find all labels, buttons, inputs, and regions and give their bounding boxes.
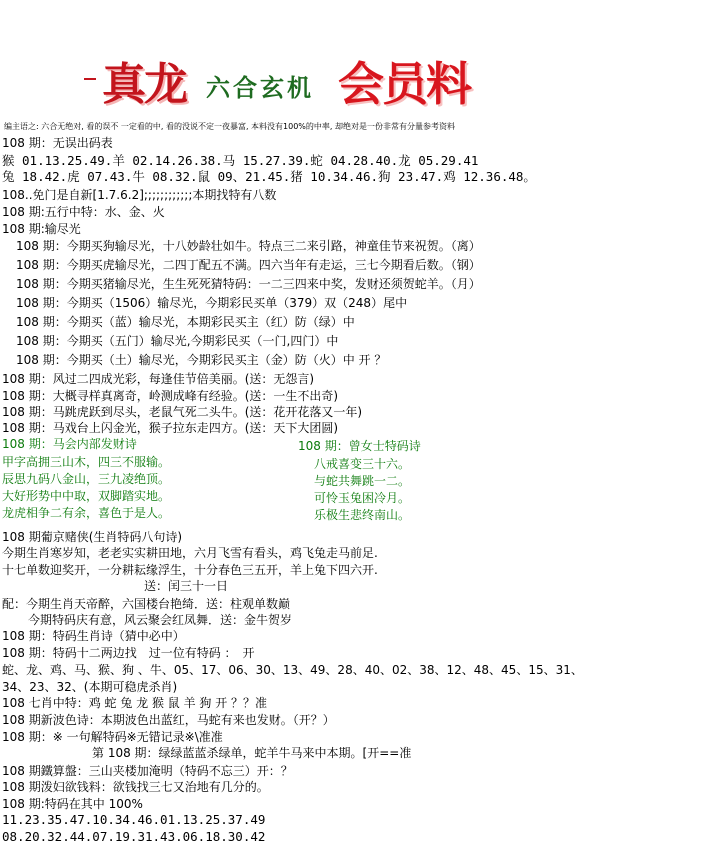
- line-casino-poem-1: 今期生肖寒岁知，老老实实耕田地，六月飞雪有看头，鸡飞兔走马前足.: [2, 546, 378, 560]
- green-poem-left-line: 甲字高拥三山木，四三不服输。: [2, 455, 171, 469]
- poem-line: 108 期：今期买狗输尽光，十八妙龄壮如牛。特点三二来引路，神童佳节来祝贺。（离）: [16, 239, 481, 253]
- line-casino-title: 108 期葡京赌侠(生肖特码八句诗): [2, 530, 183, 544]
- green-poem-right-line: 可怜玉兔困冷月。: [314, 491, 411, 505]
- line-pair-2: 今期特码庆有意，风云聚会红凤舞．送：金牛贺岁: [28, 613, 293, 627]
- line-green-blue: 第 108 期：绿绿蓝蓝杀绿单，蛇羊牛马来中本期。[开==准: [92, 746, 412, 760]
- number-row-1: 11.23.35.47.10.34.46.01.13.25.37.49: [2, 812, 266, 827]
- line-twelve-sides: 108 期：特码十二两边找 过一位有特码 ： 开: [2, 646, 255, 660]
- line-door-numbers: 108..免门是自新[1.7.6.2];;;;;;;;;;;;本期找特有八数: [2, 188, 277, 202]
- poem-line: 108 期：今期买（五门）输尽光,今期彩民买（一门,四门）中: [16, 334, 339, 348]
- banner-title-right: 会员料: [338, 57, 470, 111]
- green-poem-left-line: 大好形势中中取，双脚踏实地。: [2, 489, 171, 503]
- line-casino-send: 送：闰三十一日: [144, 579, 229, 593]
- number-row-2: 08.20.32.44.07.19.31.43.06.18.30.42: [2, 829, 266, 844]
- line-abacus: 108 期鐵算盤：三山夹楼加淹明（特码不忘三）开：？: [2, 764, 293, 778]
- line-pair-1: 配：今期生肖天帝醉，六国楼台艳绮．送：柱观单数巅: [2, 597, 291, 611]
- line-one-sentence: 108 期：※ 一句解特码※无错记录※\准准: [2, 730, 223, 744]
- green-poem-right-title: 108 期：曾女士特码诗: [298, 439, 421, 453]
- line-money: 108 期泼妇欲钱料：欲钱找三七又治地有几分的。: [2, 780, 269, 794]
- line-lose-all-title: 108 期:输尽光: [2, 222, 81, 236]
- green-poem-left-line: 辰思九码八金山，三九凌绝顶。: [2, 472, 171, 486]
- banner-dash: [84, 78, 96, 80]
- line-special-100: 108 期:特码在其中 100%: [2, 797, 143, 811]
- line-wave-color: 108 期新波色诗：本期波色出蓝红，马蛇有来也发财。（开？）: [2, 713, 335, 727]
- banner-title-main: 真龙: [102, 59, 186, 110]
- poem-line: 108 期：今期买猪输尽光，生生死死猜特码：一二三四来中奖，发财还须贺蛇羊。（月）: [16, 277, 481, 291]
- poem-line: 108 期：今期买（蓝）输尽光，本期彩民买主（红）防（绿）中: [16, 315, 355, 329]
- green-poem-right-line: 与蛇共舞跳一二。: [314, 474, 411, 488]
- poem-line: 108 期：今期买（土）输尽光，今期彩民买主（金）防（火）中 开 ？: [16, 353, 387, 367]
- send-line: 108 期：马跳虎跃到尽头，老鼠气死二头牛。(送：花开花落又一年): [2, 405, 363, 419]
- line-zodiac-number-list: 蛇、龙、鸡、马、猴、狗 、牛、05、17、06、30、13、49、28、40、02、38、12、48、45、15、31、: [2, 663, 583, 677]
- green-poem-left-title: 108 期：马会内部发财诗: [2, 437, 137, 451]
- green-poem-right-line: 八戒喜变三十六。: [314, 457, 411, 471]
- editor-note: 编主语之: 六合无绝对, 看的误不 一定看的中, 看的没说不定一夜暴富, 本料没有100%的中率, 却绝对是一份非常有分量参考资料: [4, 122, 455, 131]
- send-line: 108 期：大概寻样真离奇，岭测成峰有经验。(送：一生不出奇): [2, 389, 339, 403]
- zodiac-number-row-1: 猴 01.13.25.49.羊 02.14.26.38.马 15.27.39.蛇 04.28.40.龙 05.29.41: [2, 153, 479, 168]
- line-no-error-table: 108 期：无误出码表: [2, 136, 113, 150]
- banner-title-middle: 六合玄机: [206, 73, 314, 102]
- send-line: 108 期：风过二四成光彩，每逢佳节倍美丽。(送：无怨言): [2, 372, 315, 386]
- line-five-elements: 108 期:五行中特：水、金、火: [2, 205, 165, 219]
- zodiac-number-row-2: 兔 18.42.虎 07.43.牛 08.32.鼠 09、21.45.猪 10.34.46.狗 23.47.鸡 12.36.48。: [2, 169, 536, 184]
- green-poem-left-line: 龙虎相争二有余，喜色于是人。: [2, 506, 171, 520]
- line-casino-poem-2: 十七单数迎奖开，一分耕耘缘浮生，十分春色三五开，羊上兔下四六开.: [2, 563, 378, 577]
- poem-line: 108 期：今期买（1506）输尽光，今期彩民买单（379）双（248）尾中: [16, 296, 408, 310]
- line-zodiac-poem-title: 108 期：特码生肖诗（猜中必中）: [2, 629, 185, 643]
- line-seven-zodiac: 108 七肖中特：鸡 蛇 兔 龙 猴 鼠 羊 狗 开 ？？准: [2, 696, 268, 710]
- poem-line: 108 期：今期买虎输尽光，二四丁配五不满。四六当年有走运，三七今期看后数。（钢）: [16, 258, 481, 272]
- send-line: 108 期：马戏台上闪金光，猴子拉东走四方。(送：天下大团圆): [2, 421, 339, 435]
- header-banner: [84, 48, 504, 111]
- line-zodiac-number-list-cont: 34、23、32、(本期可稳虎杀肖): [2, 680, 178, 694]
- green-poem-right-line: 乐极生悲终南山。: [314, 508, 411, 522]
